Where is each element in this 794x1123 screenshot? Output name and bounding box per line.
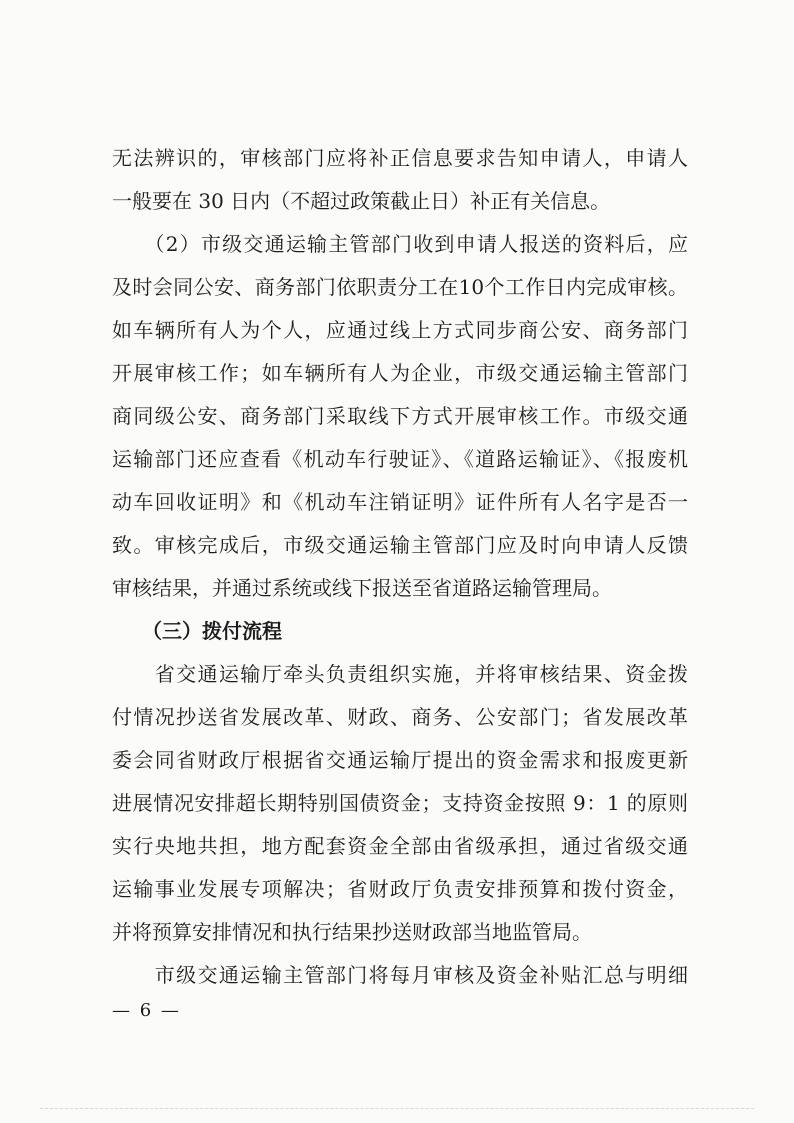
text-line: 一般要在 30 日内（不超过政策截止日）补正有关信息。 <box>112 189 611 213</box>
text-line: 及时会同公安、商务部门依职责分工在10个工作日内完成审核。 <box>112 275 688 299</box>
text-line: 无法辨识的，审核部门应将补正信息要求告知申请人，申请人 <box>112 146 688 170</box>
text-line: 进展情况安排超长期特别国债资金；支持资金按照 9：1 的原则 <box>112 791 688 815</box>
text-line: 并将预算安排情况和执行结果抄送财政部当地监管局。 <box>112 920 592 944</box>
text-line: 委会同省财政厅根据省交通运输厅提出的资金需求和报废更新 <box>112 748 688 772</box>
text-line: 动车回收证明》和《机动车注销证明》证件所有人名字是否一 <box>112 490 688 514</box>
text-line: 市级交通运输主管部门将每月审核及资金补贴汇总与明细 <box>112 963 688 987</box>
page-number: — 6 — <box>112 1000 181 1021</box>
text-line: 开展审核工作；如车辆所有人为企业，市级交通运输主管部门 <box>112 361 688 385</box>
text-line: 如车辆所有人为个人，应通过线上方式同步商公安、商务部门 <box>112 318 688 342</box>
text-line: 省交通运输厅牵头负责组织实施，并将审核结果、资金拨 <box>112 662 688 686</box>
text-line: 运输部门还应查看《机动车行驶证》、《道路运输证》、《报废机 <box>112 447 688 471</box>
text-line: 实行央地共担，地方配套资金全部由省级承担，通过省级交通 <box>112 834 688 858</box>
page-edge-divider <box>40 1108 754 1109</box>
text-line: 付情况抄送省发展改革、财政、商务、公安部门；省发展改革 <box>112 705 688 729</box>
text-line: 商同级公安、商务部门采取线下方式开展审核工作。市级交通 <box>112 404 688 428</box>
text-line: 运输事业发展专项解决；省财政厅负责安排预算和拨付资金， <box>112 877 688 901</box>
text-line: 致。审核完成后，市级交通运输主管部门应及时向申请人反馈 <box>112 533 688 557</box>
text-line: （2）市级交通运输主管部门收到申请人报送的资料后，应 <box>112 232 688 256</box>
text-line: 审核结果，并通过系统或线下报送至省道路运输管理局。 <box>112 576 612 600</box>
section-heading: （三）拨付流程 <box>112 619 282 643</box>
